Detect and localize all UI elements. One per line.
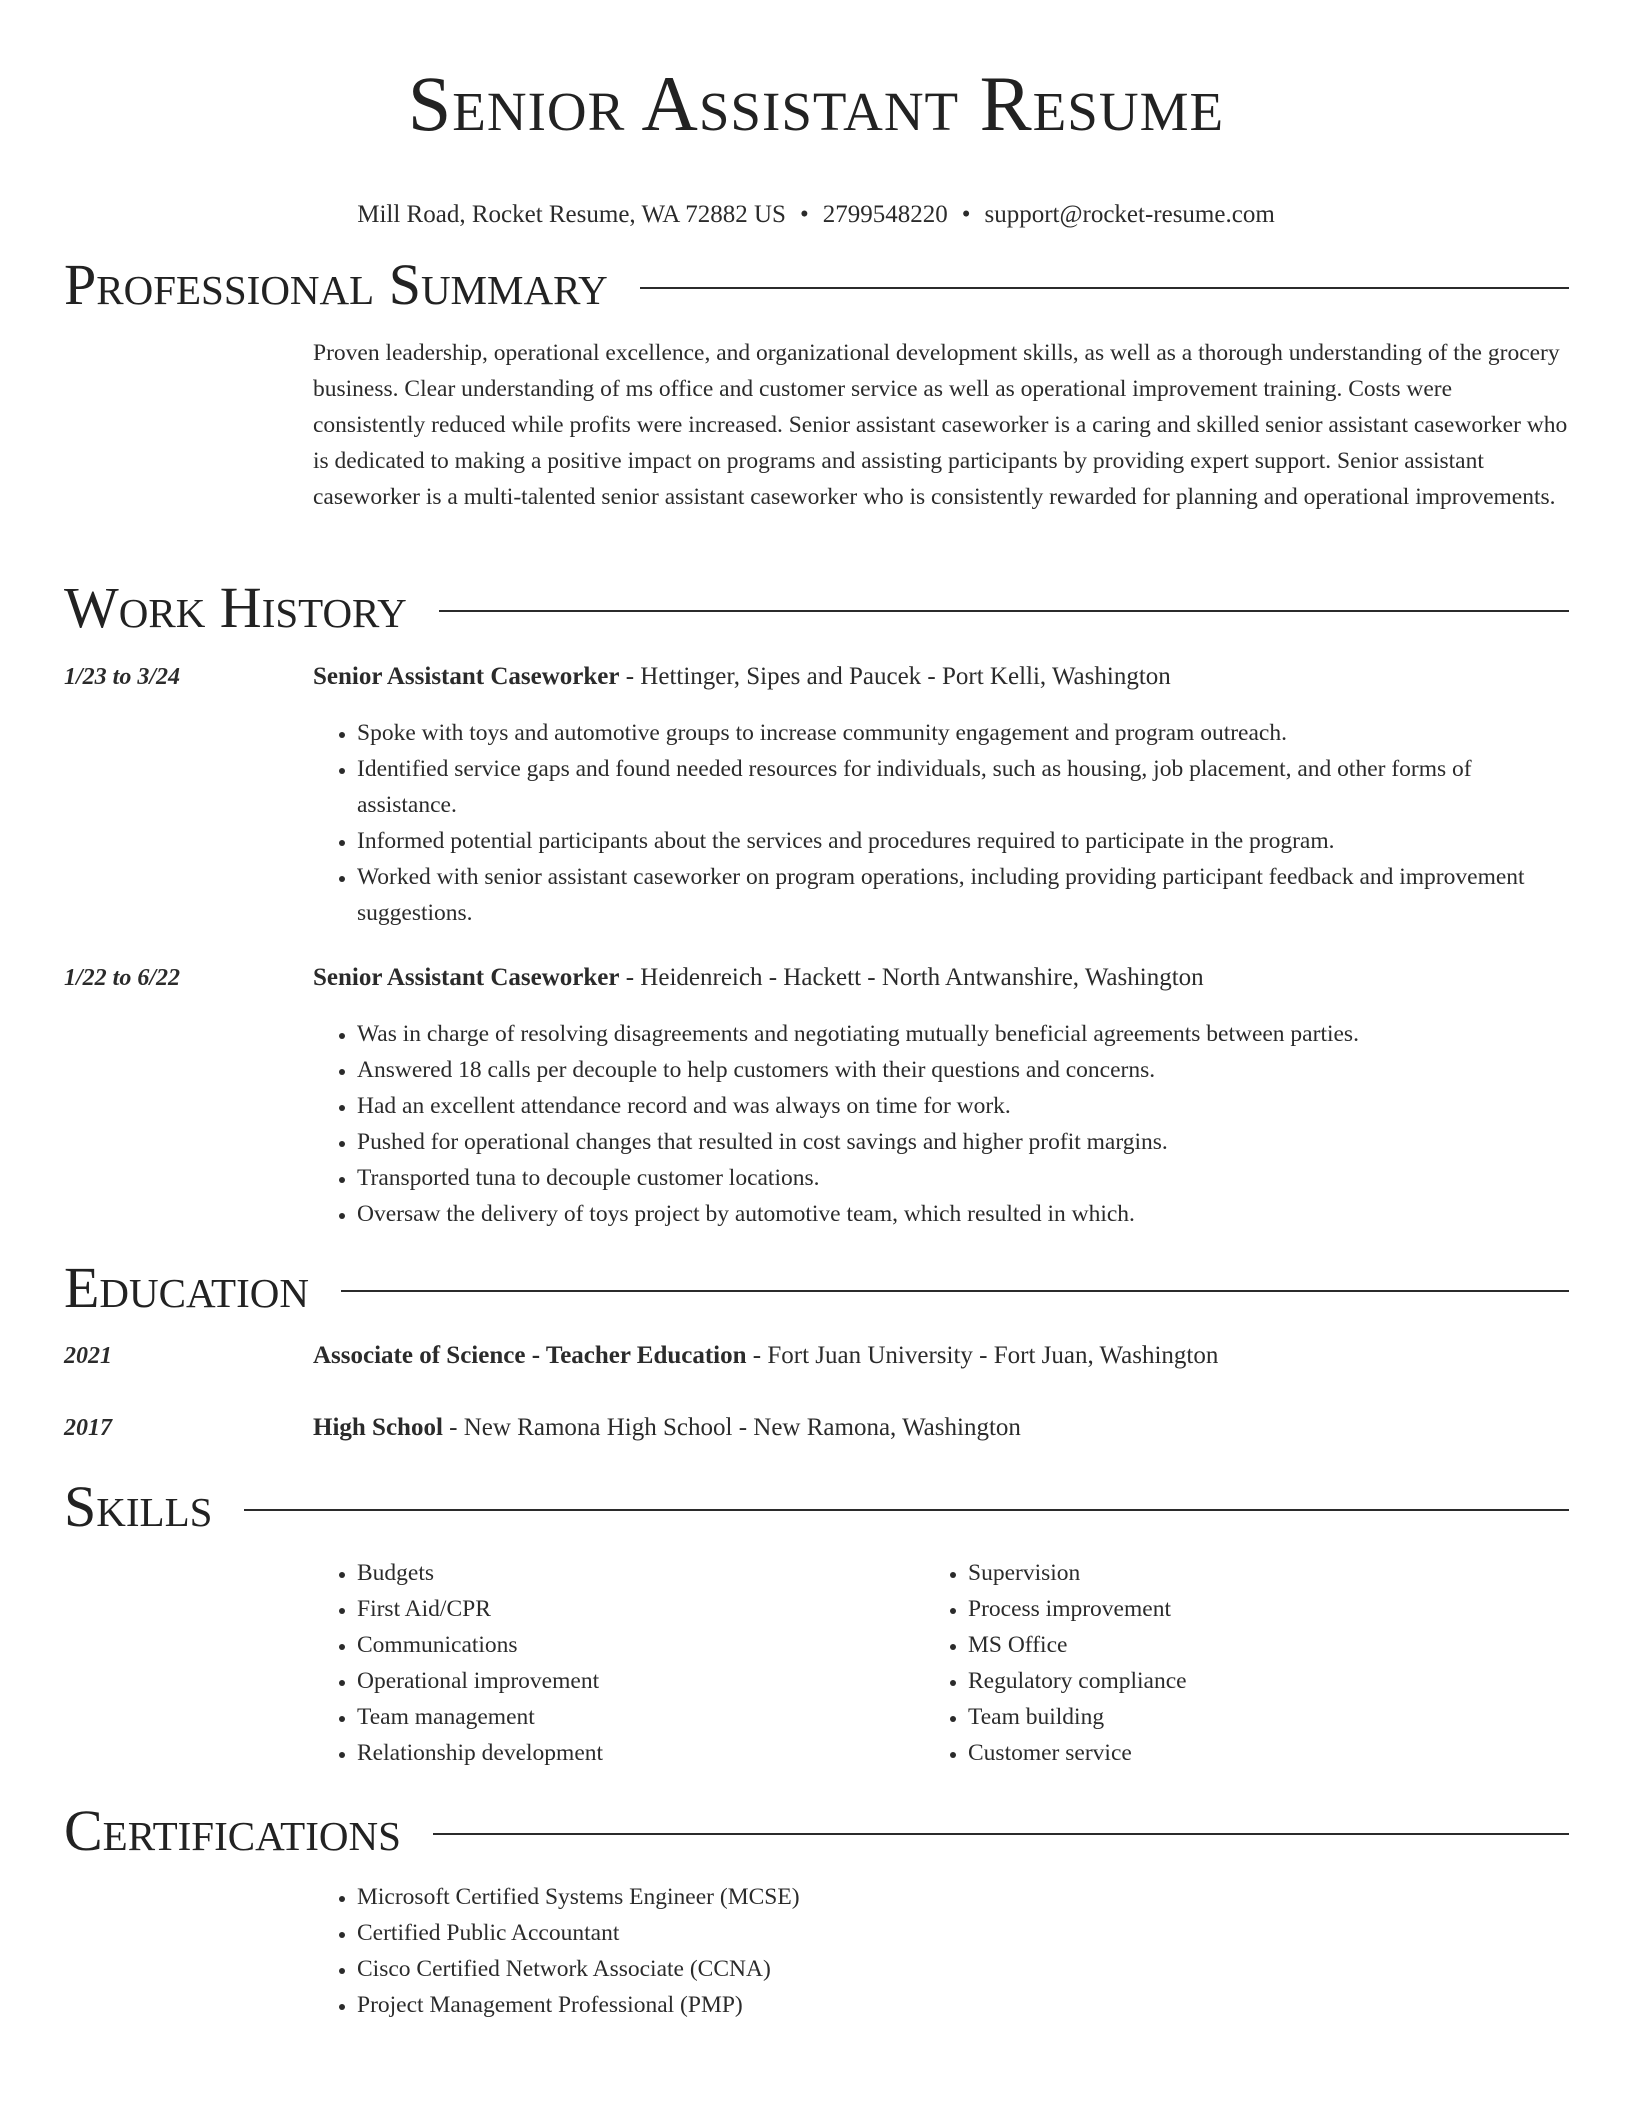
certification-item: • Project Management Professional (PMP) <box>357 1987 1569 2023</box>
skill-item: • Customer service <box>968 1735 1569 1771</box>
job-role: Senior Assistant Caseworker <box>313 964 620 991</box>
section-title-summary: Professional Summary <box>64 252 608 317</box>
section-title-education: Education <box>64 1255 309 1320</box>
contact-line <box>0 200 1632 230</box>
job-bullets <box>313 1016 1569 1232</box>
education-year: 2021 <box>64 1343 112 1369</box>
job-bullet: • Oversaw the delivery of toys project by automotive team, which resulted in which. <box>357 1196 1569 1232</box>
job-bullet: • Identified service gaps and found needed resources for individuals, such as housing, job placement, and other forms of assistance. <box>357 751 1569 823</box>
section-divider <box>640 287 1569 289</box>
education-degree: Associate of Science - Teacher Education <box>313 1342 747 1369</box>
job-bullet: • Had an excellent attendance record and was always on time for work. <box>357 1088 1569 1124</box>
job-bullet: • Transported tuna to decouple customer locations. <box>357 1160 1569 1196</box>
job-bullet: • Pushed for operational changes that resulted in cost savings and higher profit margins. <box>357 1124 1569 1160</box>
skill-item: • Communications <box>357 1627 917 1663</box>
job-heading <box>313 662 1569 692</box>
skill-item: • Team building <box>968 1699 1569 1735</box>
skills-list-right <box>924 1555 1569 1771</box>
skills-list-left <box>313 1555 917 1771</box>
education-heading <box>313 1413 1569 1443</box>
skill-item: • MS Office <box>968 1627 1569 1663</box>
skill-item: • First Aid/CPR <box>357 1591 917 1627</box>
job-bullet: • Informed potential participants about the services and procedures required to participate in the program. <box>357 823 1569 859</box>
job-dates: 1/23 to 3/24 <box>64 664 181 690</box>
section-header-education <box>64 1256 1569 1320</box>
certifications-list <box>313 1879 1569 2023</box>
contact-phone: 2799548220 <box>822 201 948 228</box>
education-year: 2017 <box>64 1415 112 1441</box>
skill-item: • Regulatory compliance <box>968 1663 1569 1699</box>
job-bullets <box>313 715 1569 931</box>
skill-item: • Supervision <box>968 1555 1569 1591</box>
summary-text: Proven leadership, operational excellence, and organizational development skills, as well as a thorough understanding of the grocery business. Clear understanding of ms office and customer service as well as operational improvement training. Costs were consistently reduced while profits were increased. Senior assistant caseworker is a caring and skilled senior assistant caseworker who is dedicated to making a positive impact on programs and assisting participants by providing expert support. Senior assistant caseworker is a multi-talented senior assistant caseworker who is consistently rewarded for planning and operational improvements. <box>313 340 1568 510</box>
job-bullet: • Answered 18 calls per decouple to help customers with their questions and concerns. <box>357 1052 1569 1088</box>
skill-item: • Budgets <box>357 1555 917 1591</box>
education-heading <box>313 1341 1569 1371</box>
job-bullet: • Worked with senior assistant caseworker on program operations, including providing participant feedback and improvement suggestions. <box>357 859 1569 931</box>
job-bullet: • Was in charge of resolving disagreements and negotiating mutually beneficial agreements between parties. <box>357 1016 1569 1052</box>
education-details: - New Ramona High School - New Ramona, Washington <box>442 1414 1021 1441</box>
education-details: - Fort Juan University - Fort Juan, Washington <box>746 1342 1219 1369</box>
contact-address: Mill Road, Rocket Resume, WA 72882 US <box>357 201 786 228</box>
certification-item: • Certified Public Accountant <box>357 1915 1569 1951</box>
section-title-skills: Skills <box>64 1474 213 1539</box>
section-title-work: Work History <box>64 575 407 640</box>
job-role: Senior Assistant Caseworker <box>313 663 620 690</box>
job-details: - Hettinger, Sipes and Paucek - Port Kelli, Washington <box>619 663 1171 690</box>
section-title-certifications: Certifications <box>64 1798 401 1863</box>
section-header-certifications <box>64 1799 1569 1863</box>
section-header-summary <box>64 253 1569 317</box>
education-degree: High School <box>313 1414 443 1441</box>
contact-separator: • <box>799 201 809 228</box>
section-header-skills <box>64 1475 1569 1539</box>
section-divider <box>433 1833 1569 1835</box>
section-divider <box>244 1509 1569 1511</box>
skill-item: • Relationship development <box>357 1735 917 1771</box>
section-divider <box>341 1290 1569 1292</box>
certification-item: • Microsoft Certified Systems Engineer (MCSE) <box>357 1879 1569 1915</box>
contact-separator: • <box>961 201 971 228</box>
job-details: - Heidenreich - Hackett - North Antwanshire, Washington <box>619 964 1204 991</box>
section-divider <box>439 610 1569 612</box>
certification-item: • Cisco Certified Network Associate (CCNA) <box>357 1951 1569 1987</box>
skill-item: • Operational improvement <box>357 1663 917 1699</box>
job-bullet: • Spoke with toys and automotive groups to increase community engagement and program outreach. <box>357 715 1569 751</box>
contact-email[interactable]: support@rocket-resume.com <box>984 201 1275 228</box>
skill-item: • Process improvement <box>968 1591 1569 1627</box>
skill-item: • Team management <box>357 1699 917 1735</box>
job-dates: 1/22 to 6/22 <box>64 965 181 991</box>
resume-title: Senior Assistant Resume <box>407 60 1225 147</box>
job-heading <box>313 963 1569 993</box>
section-header-work <box>64 576 1569 640</box>
